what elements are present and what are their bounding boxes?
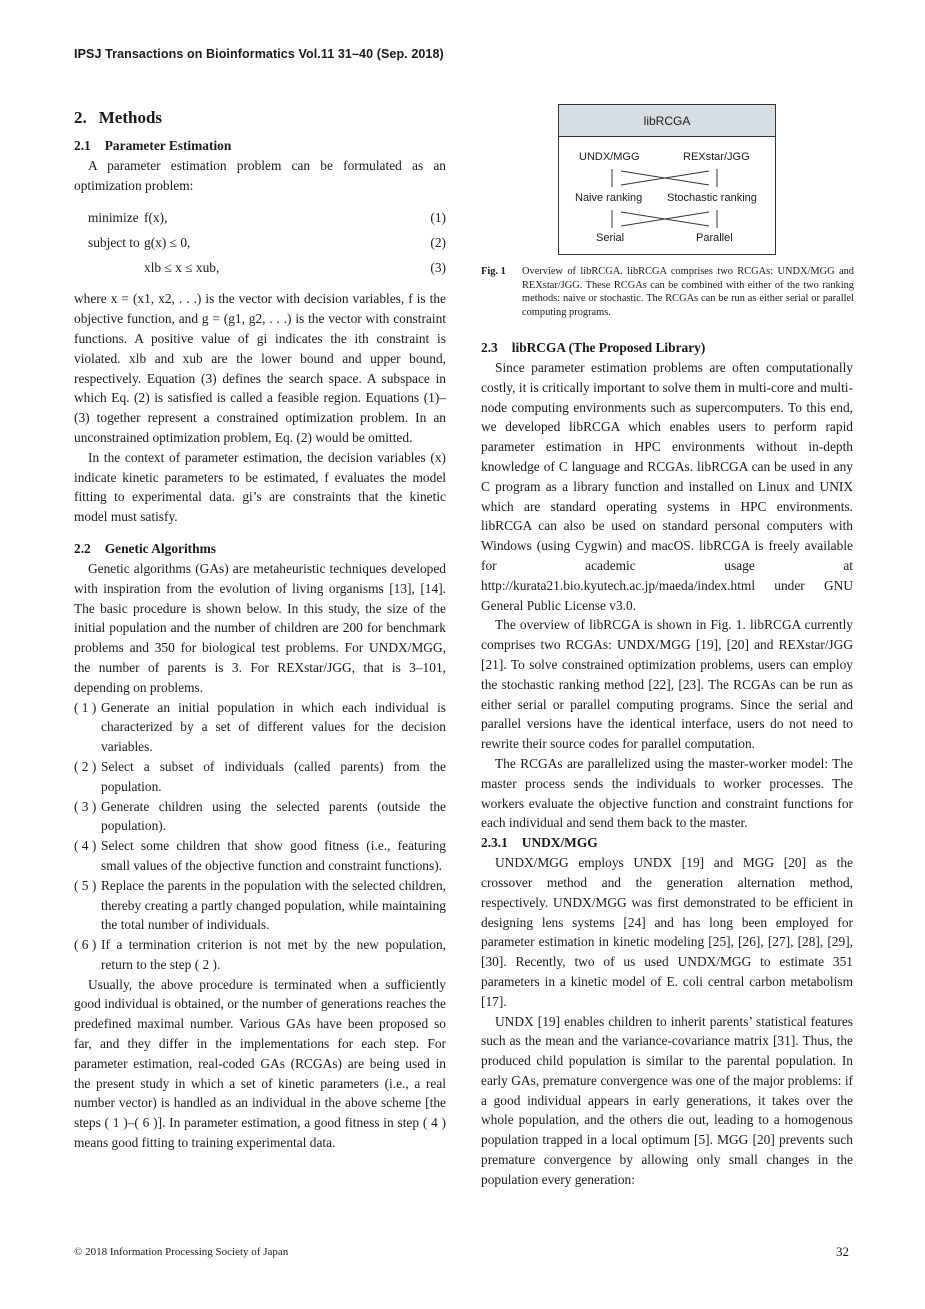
node-parallel: Parallel <box>696 232 733 244</box>
footer-copyright: © 2018 Information Processing Society of Japan <box>74 1246 289 1258</box>
page-number: 32 <box>836 1244 849 1259</box>
node-naive-ranking: Naive ranking <box>575 192 643 204</box>
node-serial: Serial <box>596 232 625 244</box>
paragraph-2-3-1-undx-mgg: UNDX/MGG employs UNDX [19] and MGG [20] as the crossover method and the generation alternation method, respectively. UNDX/MGG was first demonstrated to be efficient in designing lens systems [24] and has long been employed for parameter estimation in kinetic modeling [25], [26], [27], [28], [29], [30]. Recently, two of us used UNDX/MGG to estimate 351 parameters in a kinetic model of E. coli central carbon metabolism [17]. <box>481 855 853 1009</box>
equation-3: xlb ≤ x ≤ xub, (3) <box>144 259 446 275</box>
running-head: IPSJ Transactions on Bioinformatics Vol.11 31–40 (Sep. 2018) <box>74 47 444 61</box>
subsection-2-2-title: 2.2 Genetic Algorithms <box>74 540 216 556</box>
paragraph-2-2-procedure: Usually, the above procedure is terminated when a sufficiently good individual is obtained, or the number of generations reaches the predefined maximal number. Various GAs have been proposed so far, and they differ in the implementations for each step. For parameter estimation, real-coded GAs (RCGAs) are being used in the present study in which a set of kinetic parameters (i.e., a real number vector) is handled as an individual in the above scheme [the steps ( 1 )–( 6 )]. In parameter estimation, a good fitness in step ( 4 ) means good fitting to training experimental data. <box>74 976 446 1151</box>
subsection-2-3-title: 2.3 libRCGA (The Proposed Library) <box>481 340 706 355</box>
left-column <box>74 108 446 1153</box>
paragraph-2-3-parallel: The RCGAs are parallelized using the master-worker model: The master process sends the individuals to worker processes. The workers evaluate the objective function and constraint functions for each individual and send them back to the master. <box>481 755 853 831</box>
figure-caption-label: Fig. 1 <box>481 266 506 277</box>
subsection-2-1-title: 2.1 Parameter Estimation <box>74 137 232 153</box>
right-column <box>481 338 853 1190</box>
list-item: ( 2 ) Select a subset of individuals (called parents) from the population. <box>74 758 446 794</box>
procedure-steps <box>74 698 446 975</box>
paragraph-2-3-motivation: Since parameter estimation problems are often computationally costly, it is critically important to solve them in multi-core and multi-node computing environments such as supercomputers. To this end, we developed libRCGA which enables users to perform rapid parameter estimation in HPC environments without in-depth knowledge of C language and RCGAs. libRCGA can be used in any C program as a library function and installed on Linux and UNIX which are standard operating systems in HPC environments. libRCGA can also be used on standard personal computers with Windows (using Cygwin) and macOS. libRCGA is freely available for academic usage at http://kurata21.bio.kyutech.ac.jp/maeda/index.html under GNU General Public License v3.0. <box>481 360 853 613</box>
node-stochastic-ranking: Stochastic ranking <box>667 192 757 204</box>
node-rex-jgg: REXstar/JGG <box>683 151 750 163</box>
equation-2: subject to g(x) ≤ 0, (2) <box>88 234 446 250</box>
paragraph-2-1-definitions: where x = (x1, x2, . . .) is the vector with decision variables, f is the objective function, and g = (g1, g2, . . .) is the vector with constraint functions. A positive value of gi indicates the ith constraint is violated. xlb and xub are the lower bound and upper bound, respectively. Equation (3) defines the search space. A subspace in which Eq. (2) is satisfied is called a feasible region. Equations (1)–(3) together represent a constrained optimization problem. In an unconstrained optimization problem, Eq. (2) would be omitted. <box>74 291 446 445</box>
list-item: ( 4 ) Select some children that show good fitness (i.e., featuring small values of the objective function and constraint functions). <box>74 838 446 873</box>
figure-caption-text: Overview of libRCGA. libRCGA comprises two RCGAs: UNDX/MGG and REXstar/JGG. These RCGAs can be combined with either of the two ranking methods: naive or stochastic. The RCGAs can be run as either serial or parallel computing programs. <box>522 266 854 318</box>
figure-caption <box>481 265 854 319</box>
section-title <box>74 108 446 128</box>
list-item: ( 1 ) Generate an initial population in which each individual is characterized by a set of different values for the decision variables. <box>74 699 446 755</box>
subsection-2-3-1-title: 2.3.1 UNDX/MGG <box>481 835 598 851</box>
paragraph-2-3-1-undx: UNDX [19] enables children to inherit parents’ statistical features such as the mean and the variance-covariance matrix [31]. Thus, the produced child population is similar to the parental population. In early GAs, premature convergence was one of the major problems: if a good individual appears in early generations, it takes over the whole population, and the others die out, leading to a homogenous population trapped in a local optimum [5]. MGG [20] prevents such premature convergence by allowing only small changes in the population every generation: <box>481 1013 853 1187</box>
list-item: ( 3 ) Generate children using the selected parents (outside the population). <box>74 798 446 834</box>
list-item: ( 5 ) Replace the parents in the population with the selected children, thereby creating a partly changed population, while maintaining the total number of individuals. <box>74 877 446 933</box>
paragraph-2-1-intro: A parameter estimation problem can be formulated as an optimization problem: <box>74 157 446 193</box>
equation-block <box>74 205 446 280</box>
list-item: ( 6 ) If a termination criterion is not met by the new population, return to the step ( 2 ). <box>74 937 446 972</box>
section-title-text: Methods <box>98 108 163 127</box>
paragraph-2-3-overview: The overview of libRCGA is shown in Fig. 1. libRCGA currently comprises two RCGAs: UNDX/MGG [19], [20] and REXstar/JGG [21]. To solve constrained optimization problems, users can employ the stochastic ranking method [22], [23]. The RCGAs can be run as either serial or parallel computing programs. Since the serial and parallel versions have the identical interface, users do not need to rewrite their source codes for parallel computation. <box>481 617 853 752</box>
figure-librcga-overview <box>558 104 776 255</box>
paragraph-2-1-context: In the context of parameter estimation, the decision variables (x) indicate kinetic parameters to be estimated, f evaluates the model fitting to experimental data. gi’s are constraints that the kinetic model must satisfy. <box>74 449 446 525</box>
equation-1: minimize f(x), (1) <box>88 209 446 225</box>
paragraph-2-2-intro: Genetic algorithms (GAs) are metaheuristic techniques developed with inspiration from the evolution of living organisms [13], [14]. The basic procedure is shown below. In this study, the size of the initial population and the number of children are 200 for benchmark problems and 350 for biological test problems. For UNDX/MGG, the number of parents is 3. For REXstar/JGG, that is 3–101, depending on problems. <box>74 560 446 695</box>
figure-header: libRCGA <box>559 105 775 137</box>
section-number: 2. <box>74 108 87 127</box>
node-undx-mgg: UNDX/MGG <box>579 151 640 163</box>
